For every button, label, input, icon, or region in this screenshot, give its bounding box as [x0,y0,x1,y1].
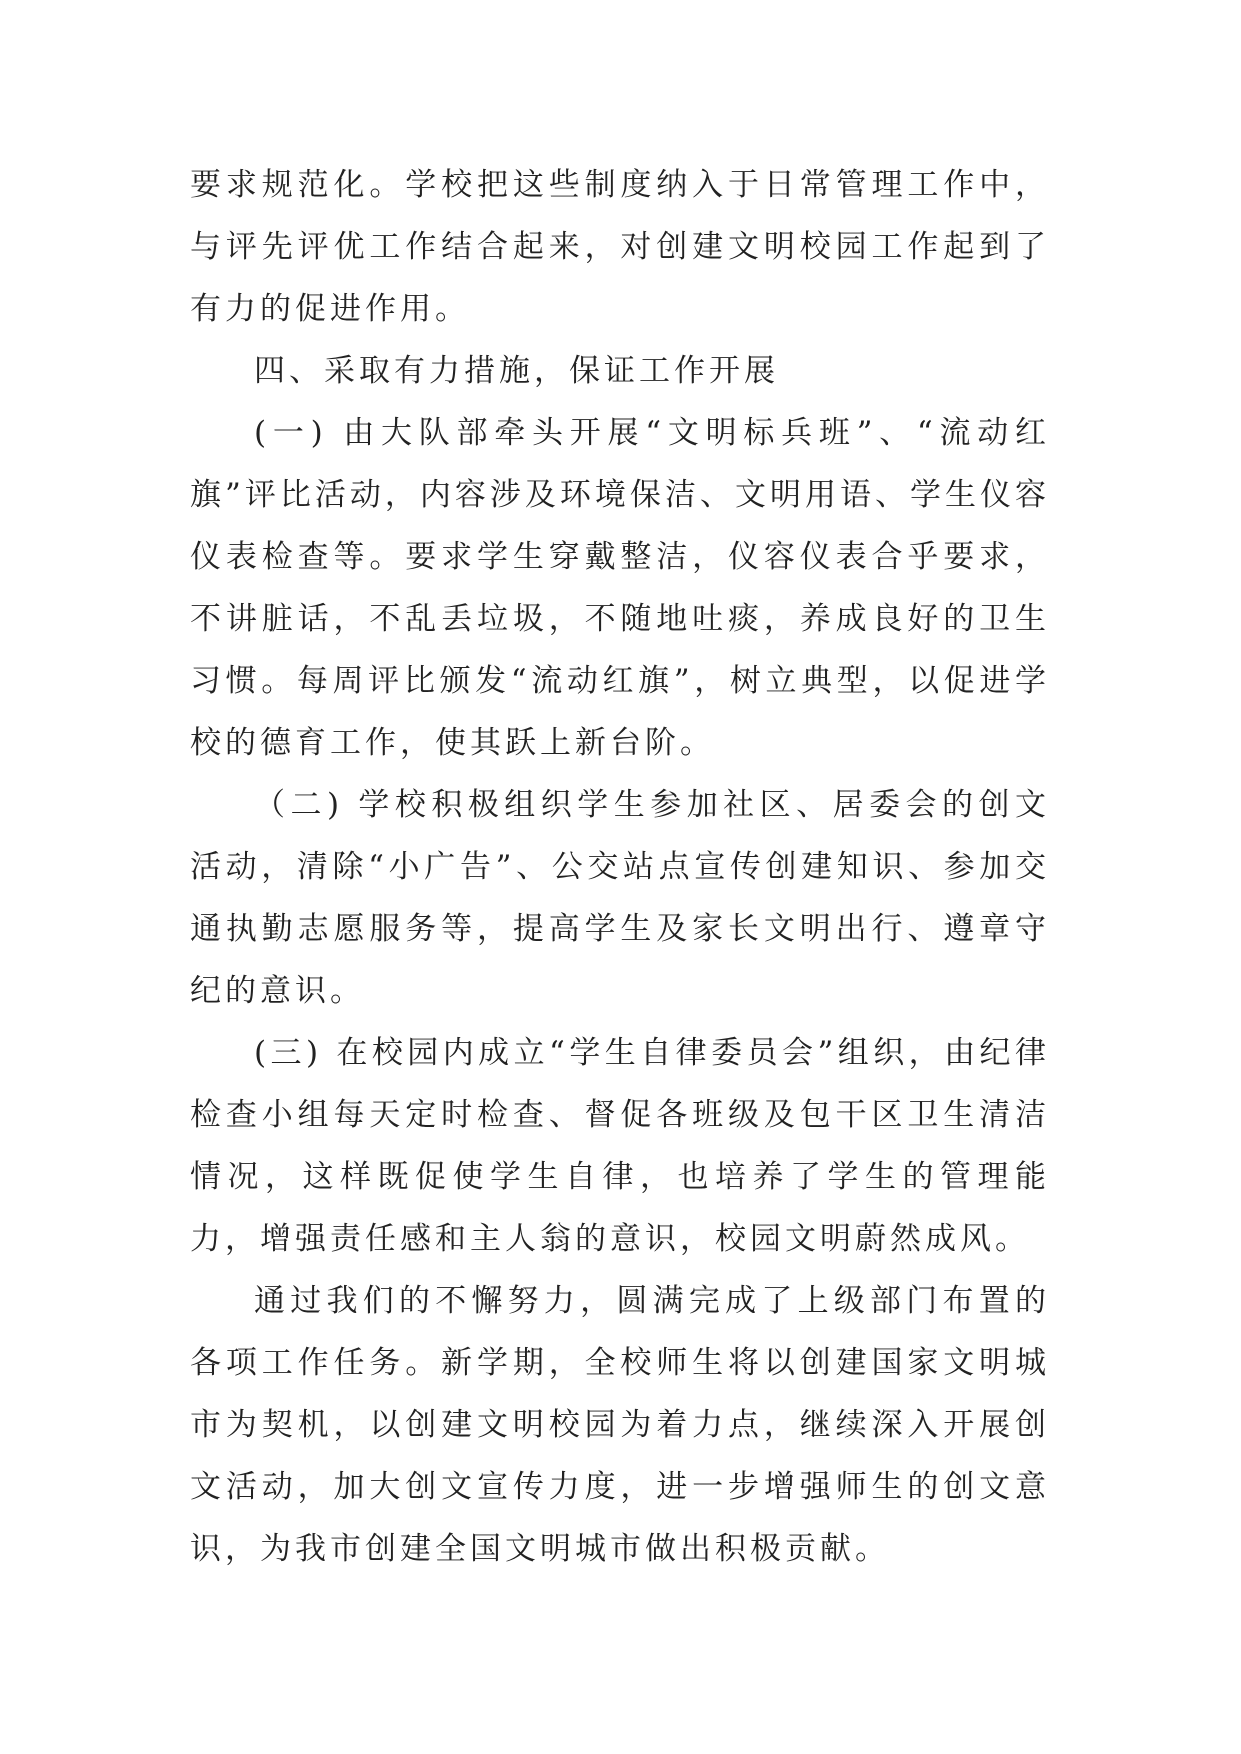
paragraph-item-three: (三) 在校园内成立“学生自律委员会”组织，由纪律检查小组每天定时检查、督促各班级及包干区卫生清洁情况，这样既促使学生自律，也培养了学生的管理能力，增强责任感和主人翁的意识，校园文明蔚然成风。 [190,1035,1050,1257]
paragraph-item-one: (一) 由大队部牵头开展“文明标兵班”、“流动红旗”评比活动，内容涉及环境保洁、文明用语、学生仪容仪表检查等。要求学生穿戴整洁，仪容仪表合乎要求，不讲脏话，不乱丢垃圾，不随地吐痰，养成良好的卫生习惯。每周评比颁发“流动红旗”，树立典型，以促进学校的德育工作，使其跃上新台阶。 [190,415,1050,761]
section-heading-four: 四、采取有力措施，保证工作开展 [254,353,779,389]
document-body [190,154,1050,1580]
paragraph-system-standardization: 要求规范化。学校把这些制度纳入于日常管理工作中，与评先评优工作结合起来，对创建文明校园工作起到了有力的促进作用。 [190,167,1050,327]
paragraph-item-two: （二) 学校积极组织学生参加社区、居委会的创文活动，清除“小广告”、公交站点宣传创建知识、参加交通执勤志愿服务等，提高学生及家长文明出行、遵章守纪的意识。 [190,787,1050,1009]
paragraph-conclusion: 通过我们的不懈努力，圆满完成了上级部门布置的各项工作任务。新学期，全校师生将以创建国家文明城市为契机，以创建文明校园为着力点，继续深入开展创文活动，加大创文宣传力度，进一步增强师生的创文意识，为我市创建全国文明城市做出积极贡献。 [190,1283,1050,1567]
